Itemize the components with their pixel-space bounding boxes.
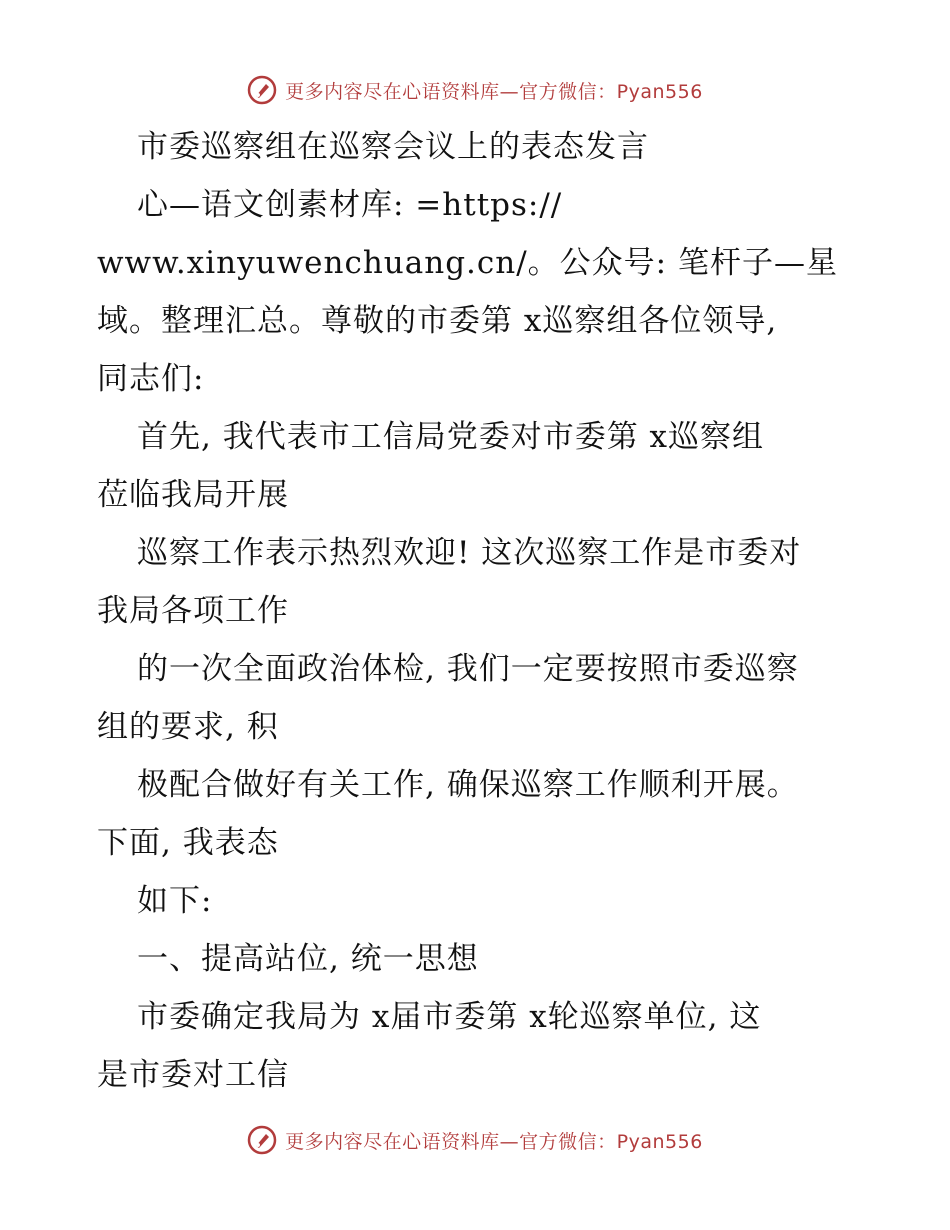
document-line: 莅临我局开展	[97, 477, 289, 513]
document-line: 我局各项工作	[97, 593, 289, 629]
document-line: 组的要求, 积	[97, 709, 279, 745]
banner-text: 更多内容尽在心语资料库—官方微信：Pyan556	[285, 1130, 703, 1153]
document-line: 是市委对工信	[97, 1057, 289, 1093]
document-line: 下面, 我表态	[97, 825, 279, 861]
document-line: 极配合做好有关工作, 确保巡察工作顺利开展。	[137, 767, 799, 803]
banner-text: 更多内容尽在心语资料库—官方微信：Pyan556	[285, 80, 703, 103]
document-line: 心—语文创素材库: =https://	[137, 187, 563, 223]
document-line: www.xinyuwenchuang.cn/。公众号: 笔杆子—星	[97, 245, 838, 281]
pen-nib-logo-icon	[247, 75, 277, 105]
footer-banner	[0, 1120, 950, 1160]
document-line: 市委巡察组在巡察会议上的表态发言	[137, 129, 649, 165]
header-banner	[0, 70, 950, 110]
document-line: 如下:	[137, 883, 213, 919]
document-line: 同志们:	[97, 361, 205, 397]
document-line: 巡察工作表示热烈欢迎! 这次巡察工作是市委对	[137, 535, 802, 571]
document-line: 域。整理汇总。尊敬的市委第 x巡察组各位领导,	[97, 303, 778, 339]
document-line: 首先, 我代表市工信局党委对市委第 x巡察组	[137, 419, 765, 455]
document-line: 的一次全面政治体检, 我们一定要按照市委巡察	[137, 651, 799, 687]
document-line: 一、提高站位, 统一思想	[137, 941, 479, 977]
document-body	[97, 118, 857, 1104]
pen-nib-logo-icon	[247, 1125, 277, 1155]
document-line: 市委确定我局为 x届市委第 x轮巡察单位, 这	[137, 999, 762, 1035]
